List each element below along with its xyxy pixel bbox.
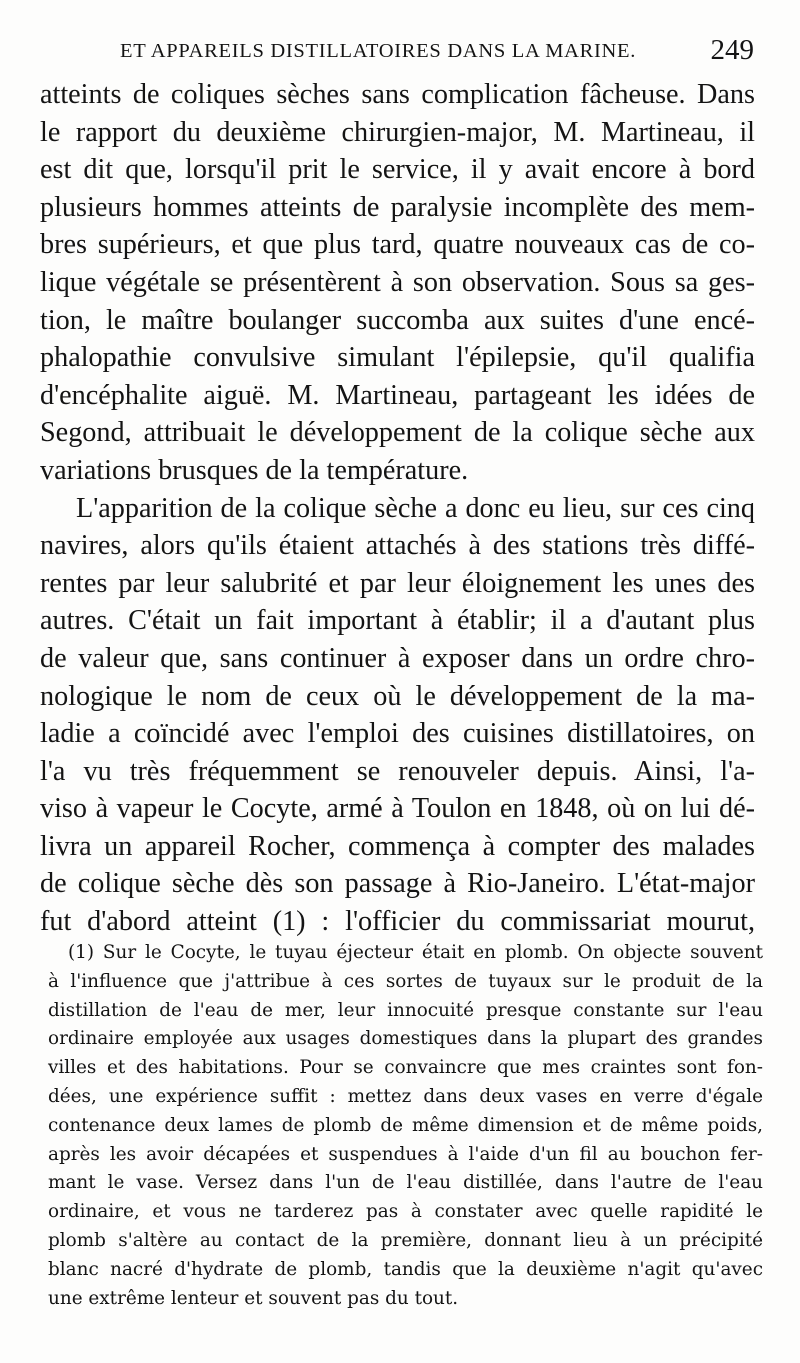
body-line: tion, le maître boulanger succomba aux suites d'une encé- <box>40 304 755 336</box>
body-line: plusieurs hommes atteints de paralysie incomplète des mem- <box>40 191 755 223</box>
footnote-line: ordinaire employée aux usages domestiques dans la plupart des grandes <box>48 1028 763 1050</box>
body-line: navires, alors qu'ils étaient attachés à des stations très diffé- <box>40 530 755 562</box>
body-line: fut d'abord atteint (1) : l'officier du commissariat mourut, <box>40 906 755 938</box>
body-line: le rapport du deuxième chirurgien-major, M. Martineau, il <box>40 116 755 148</box>
footnote-line: plomb s'altère au contact de la première, donnant lieu à un précipité <box>48 1229 763 1251</box>
footnote-line: blanc nacré d'hydrate de plomb, tandis que la deuxième n'agit qu'avec <box>48 1258 763 1280</box>
body-line: atteints de coliques sèches sans complication fâcheuse. Dans <box>40 79 755 110</box>
footnote-line: ordinaire, et vous ne tarderez pas à constater avec quelle rapidité le <box>48 1201 763 1223</box>
running-title: ET APPAREILS DISTILLATOIRES DANS LA MARINE. <box>120 40 637 62</box>
body-line: livra un appareil Rocher, commença à compter des malades <box>40 830 755 862</box>
footnote-line: mant le vase. Versez dans l'un de l'eau distillée, dans l'autre de l'eau <box>48 1172 763 1194</box>
page-number: 249 <box>710 34 754 66</box>
body-line: de colique sèche dès son passage à Rio-Janeiro. L'état-major <box>40 868 755 900</box>
body-line: lique végétale se présentèrent à son observation. Sous sa ges- <box>40 266 755 298</box>
body-line: de valeur que, sans continuer à exposer dans un ordre chro- <box>40 642 755 674</box>
footnote-line: villes et des habitations. Pour se convaincre que mes craintes sont fon- <box>48 1057 763 1079</box>
body-line: Segond, attribuait le développement de la colique sèche aux <box>40 417 755 449</box>
footnote-line: contenance deux lames de plomb de même dimension et de même poids, <box>48 1114 763 1136</box>
footnote-block <box>48 939 763 1313</box>
footnote-line: distillation de l'eau de mer, leur innocuité presque constante sur l'eau <box>48 999 763 1021</box>
body-line: bres supérieurs, et que plus tard, quatre nouveaux cas de co- <box>40 229 755 261</box>
body-line: viso à vapeur le Cocyte, armé à Toulon en 1848, où on lui dé- <box>40 793 755 825</box>
body-line: rentes par leur salubrité et par leur éloignement les unes des <box>40 567 755 599</box>
body-line: ladie a coïncidé avec l'emploi des cuisines distillatoires, on <box>40 718 755 750</box>
footnote-line: dées, une expérience suffit : mettez dans deux vases en verre d'égale <box>48 1085 763 1107</box>
body-line: phalopathie convulsive simulant l'épilepsie, qu'il qualifia <box>40 342 755 374</box>
body-line: d'encéphalite aiguë. M. Martineau, partageant les idées de <box>40 379 755 411</box>
body-line: est dit que, lorsqu'il prit le service, il y avait encore à bord <box>40 154 755 186</box>
running-head <box>120 36 760 68</box>
body-text <box>40 76 755 941</box>
body-line: nologique le nom de ceux où le développement de la ma- <box>40 680 755 712</box>
footnote-line: (1) Sur le Cocyte, le tuyau éjecteur était en plomb. On objecte souvent <box>68 942 763 963</box>
footnote-line: à l'influence que j'attribue à ces sortes de tuyaux sur le produit de la <box>48 970 763 992</box>
body-line: autres. C'était un fait important à établir; il a d'autant plus <box>40 605 755 637</box>
body-line: l'a vu très fréquemment se renouveler depuis. Ainsi, l'a- <box>40 755 755 787</box>
footnote-line: après les avoir décapées et suspendues à l'aide d'un fil au bouchon fer- <box>48 1143 763 1165</box>
body-line: L'apparition de la colique sèche a donc eu lieu, sur ces cinq <box>76 492 755 524</box>
footnote-line: une extrême lenteur et souvent pas du tout. <box>48 1287 459 1309</box>
body-line: variations brusques de la température. <box>40 454 469 486</box>
